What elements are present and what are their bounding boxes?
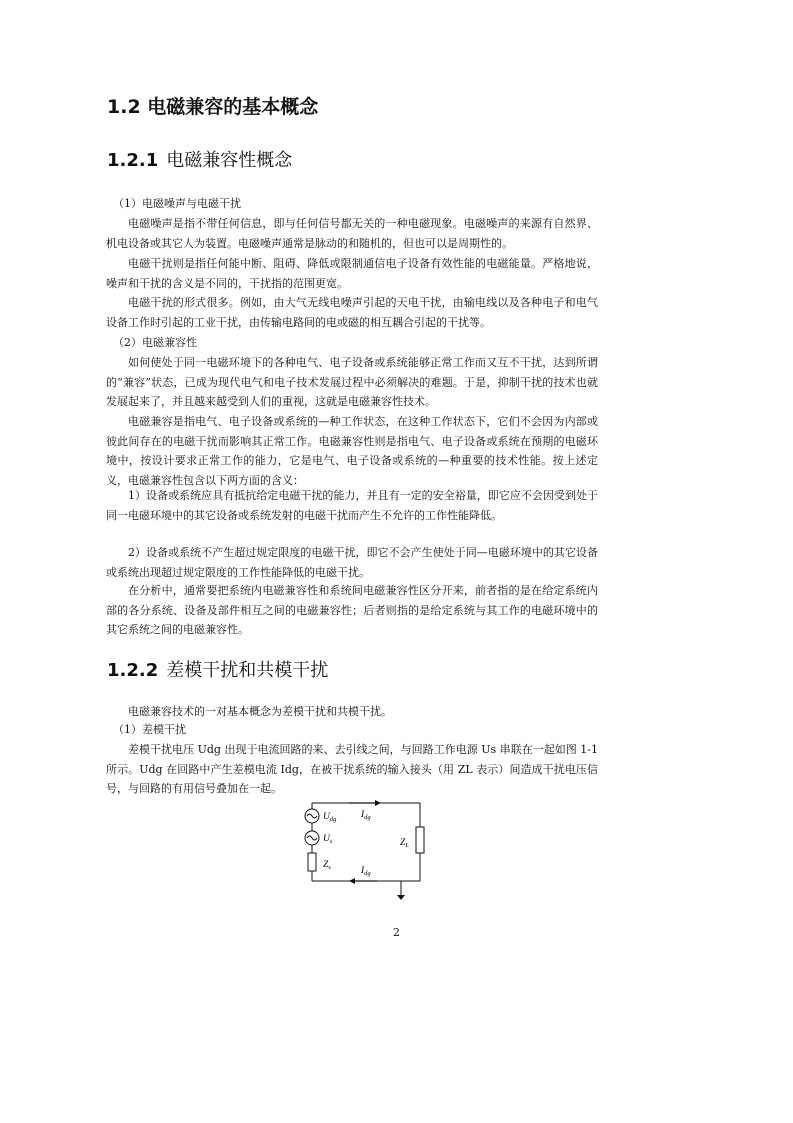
paragraph: 差模干扰电压 Udg 出现于电流回路的来、去引线之间，与回路工作电源 Us 串联在一起如图 1-1 所示。Udg 在回路中产生差模电流 Idg，在被干扰系统的输入接头（用 ZL 表示）间造成干扰电压信号，与回路的有用信号叠加在一起。 xyxy=(106,743,598,795)
item-heading: （1）电磁噪声与电磁干扰 xyxy=(113,197,241,210)
subsection-number: 1.2.1 xyxy=(107,150,159,171)
paragraph: 1）设备或系统应具有抵抗给定电磁干扰的能力，并且有一定的安全裕量，即它应不会因受到处于同一电磁环境中的其它设备或系统发射的电磁干扰而产生不允许的工作性能降低。 xyxy=(106,489,598,522)
label-us: $U_s$ xyxy=(323,834,333,845)
paragraph: 2）设备或系统不产生超过规定限度的电磁干扰，即它不会产生使处于同—电磁环境中的其它设备或系统出现超过规定限度的工作性能降低的电磁干扰。 xyxy=(106,546,598,579)
source-impedance-resistor xyxy=(308,853,316,871)
current-arrow-right-icon xyxy=(349,800,381,806)
label-udg: $U_{dg}$ xyxy=(323,812,337,823)
paragraph: 电磁兼容技术的一对基本概念为差模干扰和共模干扰。 xyxy=(128,705,392,718)
label-zs: $Z_s$ xyxy=(323,860,331,871)
page-number: 2 xyxy=(393,926,400,939)
paragraph: 电磁干扰则是指任何能中断、阻碍、降低或限制通信电子设备有效性能的电磁能量。严格地说，噪声和干扰的含义是不同的，干扰指的范围更宽。 xyxy=(106,257,598,290)
ground-icon xyxy=(397,895,405,900)
paragraph: 在分析中，通常要把系统内电磁兼容性和系统间电磁兼容性区分开来，前者指的是在给定系统内部的各分系统、设备及部件相互之间的电磁兼容性；后者则指的是给定系统与其工作的电磁环境中的其它系统之间的电磁兼容性。 xyxy=(106,584,598,636)
circuit-diagram xyxy=(285,795,435,907)
item-heading: （2）电磁兼容性 xyxy=(113,336,197,349)
label-zl: $Z_L$ xyxy=(400,838,409,849)
section-title: 1.2 电磁兼容的基本概念 xyxy=(107,96,319,118)
paragraph: 电磁兼容是指电气、电子设备或系统的—种工作状态，在这种工作状态下，它们不会因为内部或彼此间存在的电磁干扰而影响其正常工作。电磁兼容性则是指电气、电子设备或系统在预期的电磁环境中，按设计要求正常工作的能力，它是电气、电子设备或系统的—种重要的技术性能。按上述定义，电磁兼容性包含以下两方面的含义： xyxy=(106,415,598,487)
power-source-icon xyxy=(305,831,319,845)
subsection-heading-2 xyxy=(107,656,328,682)
current-arrow-left-icon xyxy=(349,878,377,884)
paragraph: 如何使处于同一电磁环境下的各种电气、电子设备或系统能够正常工作而又互不干扰，达到所谓的“兼容”状态，已成为现代电气和电子技术发展过程中必须解决的难题。于是，抑制干扰的技术也就发展起来了，并且越来越受到人们的重视，这就是电磁兼容性技术。 xyxy=(106,356,598,408)
load-impedance-resistor xyxy=(416,827,424,853)
interference-source-icon xyxy=(305,809,319,823)
subsection-title: 差模干扰和共模干扰 xyxy=(166,660,329,681)
paragraph: 电磁干扰的形式很多。例如，由大气无线电噪声引起的天电干扰，由输电线以及各种电子和电气设备工作时引起的工业干扰，由传输电路间的电或磁的相互耦合引起的干扰等。 xyxy=(106,296,598,329)
label-idg-top: $I_{dg}$ xyxy=(361,810,371,821)
paragraph: 电磁噪声是指不带任何信息，即与任何信号都无关的一种电磁现象。电磁噪声的来源有自然界、机电设备或其它人为装置。电磁噪声通常是脉动的和随机的，但也可以是周期性的。 xyxy=(106,217,598,250)
item-heading: （1）差模干扰 xyxy=(113,723,186,736)
subsection-number: 1.2.2 xyxy=(107,660,159,681)
label-idg-bottom: $I_{dg}$ xyxy=(361,866,371,877)
subsection-heading-1 xyxy=(107,146,292,172)
subsection-title: 电磁兼容性概念 xyxy=(166,150,293,171)
